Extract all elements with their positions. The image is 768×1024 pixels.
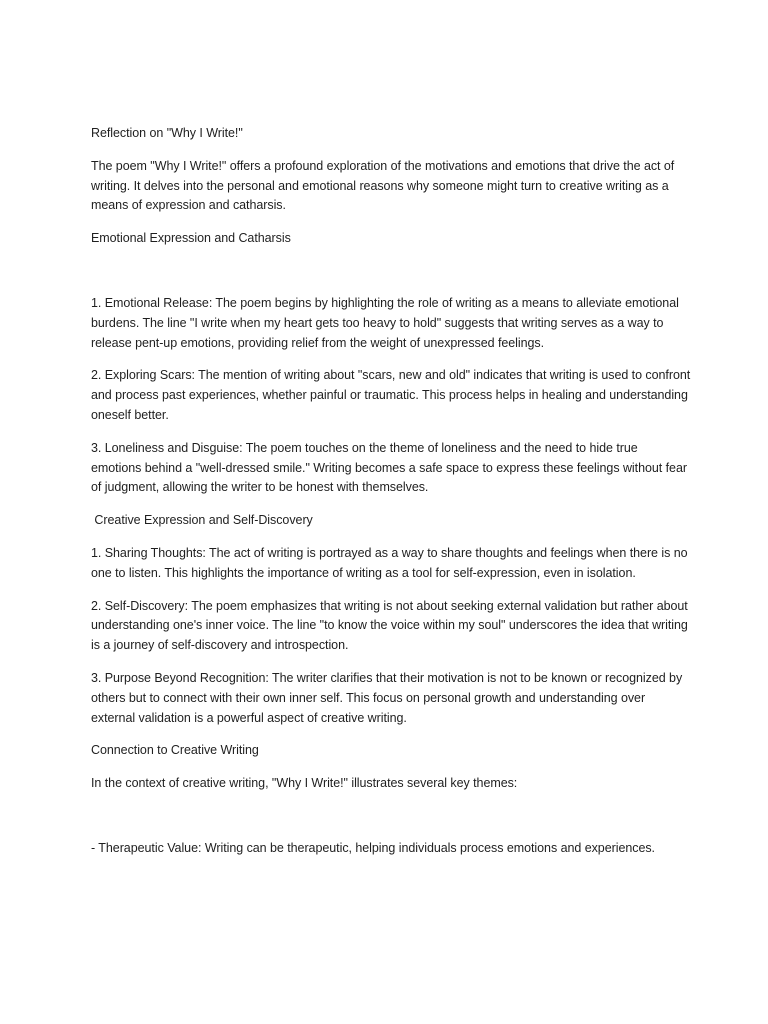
paragraph-loneliness-disguise: 3. Loneliness and Disguise: The poem touches on the theme of loneliness and the need to hide true emotions behind a "well-dressed smile." Writing becomes a safe space to express these feelings without fear of judgment, allowing the writer to be honest with themselves. (91, 440, 687, 495)
paragraph-key-themes-intro: In the context of creative writing, "Why I Write!" illustrates several key themes: (91, 776, 518, 791)
paragraph-sharing-thoughts: 1. Sharing Thoughts: The act of writing is portrayed as a way to share thoughts and feelings when there is no one to listen. This highlights the importance of writing as a tool for self-expression, even in isolation. (91, 545, 688, 580)
document-page (91, 124, 691, 859)
section-heading-connection: Connection to Creative Writing (91, 743, 259, 758)
document-title: Reflection on "Why I Write!" (91, 126, 243, 140)
intro-paragraph: The poem "Why I Write!" offers a profound exploration of the motivations and emotions that drive the act of writing. It delves into the personal and emotional reasons why someone might turn to creative writing as a means of expression and catharsis. (91, 158, 675, 213)
paragraph-purpose-beyond-recognition: 3. Purpose Beyond Recognition: The writer clarifies that their motivation is not to be known or recognized by others but to connect with their own inner self. This focus on personal growth and understanding over external validation is a powerful aspect of creative writing. (91, 670, 683, 725)
paragraph-exploring-scars: 2. Exploring Scars: The mention of writing about "scars, new and old" indicates that writing is used to confront and process past experiences, whether painful or traumatic. This process helps in healing and understanding oneself better. (91, 368, 691, 422)
list-item-therapeutic-value: - Therapeutic Value: Writing can be therapeutic, helping individuals process emotions and experiences. (91, 840, 655, 855)
paragraph-emotional-release: 1. Emotional Release: The poem begins by highlighting the role of writing as a means to alleviate emotional burdens. The line "I write when my heart gets too heavy to hold" suggests that writing serves as a way to release pent-up emotions, providing relief from the weight of unexpressed feelings. (91, 295, 679, 350)
section-heading-creative-expression: Creative Expression and Self-Discovery (91, 513, 313, 528)
paragraph-self-discovery: 2. Self-Discovery: The poem emphasizes that writing is not about seeking external validation but rather about understanding one's inner voice. The line "to know the voice within my soul" underscores the idea that writing is a journey of self-discovery and introspection. (91, 598, 688, 653)
section-heading-emotional-expression: Emotional Expression and Catharsis (91, 231, 291, 246)
